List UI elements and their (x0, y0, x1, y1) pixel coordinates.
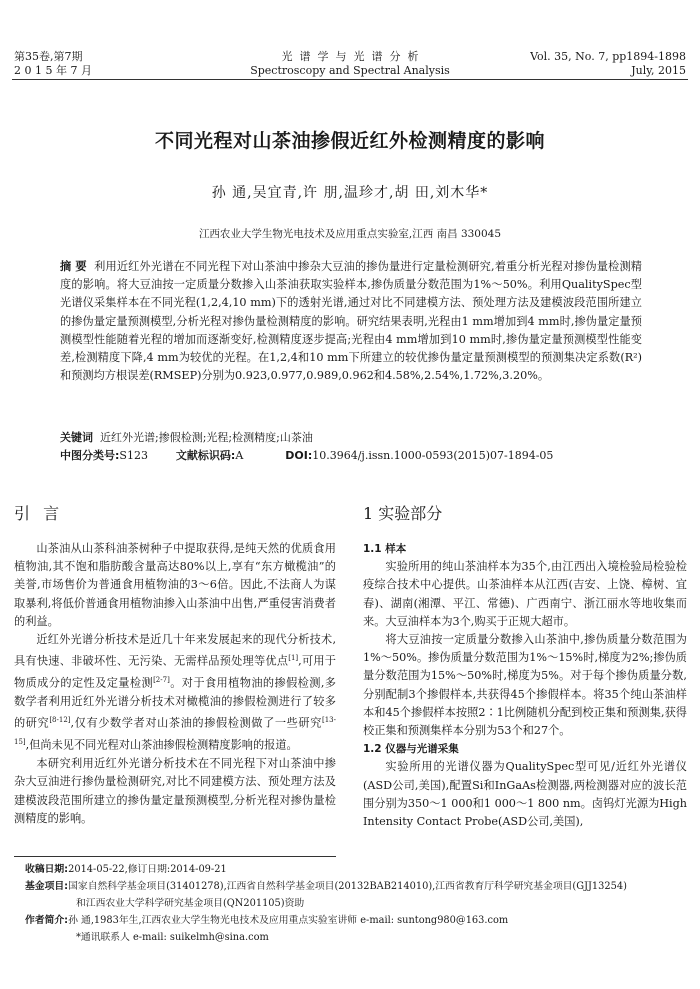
doi-label: DOI: (285, 449, 313, 462)
footnote-divider (14, 856, 336, 857)
footnote-fund: 基金项目:国家自然科学基金项目(31401278),江西省自然科学基金项目(20132BAB214010),江西省教育厅科学研究基金项目(GJJ13254) (25, 881, 627, 892)
abstract (60, 258, 642, 385)
keywords-text: 近红外光谱;掺假检测;光程;检测精度;山茶油 (100, 431, 313, 444)
experiment-heading: 1 实验部分 (363, 504, 443, 523)
journal-volume-info: 第35卷,第7期 2 0 1 5 年 7 月 (14, 50, 92, 77)
intro-paragraph: 本研究利用近红外光谱分析技术在不同光程下对山茶油中掺杂大豆油进行掺伪量检测研究,对比不同建模方法、预处理方法及建模波段范围所建立的掺伪量定量预测模型,分析光程对掺伪量检测精度的影响。 (14, 757, 336, 825)
clc-label: 中图分类号: (60, 449, 120, 462)
subsection-title: 1.1 样本 (363, 543, 407, 555)
experiment-paragraph: 将大豆油按一定质量分数掺入山茶油中,掺伪质量分数范围为1%～50%。掺伪质量分数范围为1%～15%时,梯度为2%;掺伪质量分数范围为15%～50%时,梯度为5%。对于每个掺伪质量分数,分别配制3个掺假样本,共获得45个掺假样本。将35个纯山茶油样本和45个掺假样本按照2∶1比例随机分配到校正集和预测集,获得校正集和预测集样本分别为53个和27个。 (363, 633, 687, 738)
abstract-text: 利用近红外光谱在不同光程下对山茶油中掺杂大豆油的掺伪量进行定量检测研究,着重分析光程对掺伪量检测精度的影响。将大豆油按一定质量分数掺入山茶油获取实验样本,掺伪质量分数范围为1%～50%。利用QualitySpec型光谱仪采集样本在不同光程(1,2,4,10 mm)下的透射光谱,通过对比不同建模方法、预处理方法及建模波段范围所建立的掺伪量定量预测模型,分析光程对掺伪量检测精度的影响。研究结果表明,光程由1 mm增加到4 mm时,掺伪量定量预测模型性能随着光程的增加而逐渐变好,检测精度逐步提高;光程由4 mm增加到10 mm时,掺伪量定量预测模型性能变差,检测精度下降,4 mm为较优的光程。在1,2,4和10 mm下所建立的较优掺伪量定量预测模型的预测集决定系数(R²)和预测均方根误差(RMSEP)分别为0.923,0.977,0.989,0.962和4.58%,2.54%,1.72%,3.20%。 (60, 260, 642, 383)
footnote-fund-cont: 和江西农业大学科学研究基金项目(QN201105)资助 (76, 898, 305, 909)
journal-issue-info: Vol. 35, No. 7, pp1894-1898 July, 2015 (530, 50, 686, 77)
keywords (60, 430, 660, 445)
experiment-column (363, 540, 687, 831)
intro-column (14, 540, 336, 828)
keywords-label: 关键词 (60, 431, 93, 444)
citation: [1] (288, 654, 299, 663)
abstract-label: 摘 要 (60, 260, 87, 273)
journal-title: 光 谱 学 与 光 谱 分 析 Spectroscopy and Spectral Analysis (250, 50, 450, 77)
intro-paragraph: 山茶油从山茶科油茶树种子中提取获得,是纯天然的优质食用植物油,其不饱和脂肪酸含量高达80%以上,享有“东方橄榄油”的美誉,市场售价为普通食用植物油的3～6倍。因此,不法商人为谋取暴利,将低价普通食用植物油掺入山茶油中出售,严重侵害消费者的利益。 (14, 542, 336, 628)
affiliation: 江西农业大学生物光电技术及应用重点实验室,江西 南昌 330045 (198, 228, 502, 240)
doc-code-value: A (235, 449, 244, 462)
doi-value: 10.3964/j.issn.1000-0593(2015)07-1894-05 (312, 449, 554, 462)
paper-title: 不同光程对山茶油掺假近红外检测精度的影响 (154, 130, 545, 152)
citation: [2-7] (153, 676, 170, 685)
subsection-title: 1.2 仪器与光谱采集 (363, 743, 459, 756)
experiment-paragraph: 实验所用的纯山茶油样本为35个,由江西出入境检验局检验检疫综合技术中心提供。山茶油样本从江西(吉安、上饶、樟树、宜春)、湖南(湘潭、平江、常德)、广西南宁、浙江丽水等地收集而来。大豆油样本为3个,购买于正规大超市。 (363, 560, 687, 628)
author-list: 孙 通,吴宜青,许 朋,温珍才,胡 田,刘木华* (211, 185, 489, 201)
citation: [8-12] (49, 716, 71, 725)
doc-code-label: 文献标识码: (175, 449, 236, 462)
classification-line (60, 448, 660, 463)
footnote-corresponding: *通讯联系人 e-mail: suikelmh@sina.com (76, 932, 269, 943)
footnote-author: 作者简介:孙 通,1983年生,江西农业大学生物光电技术及应用重点实验室讲师 e-mail: suntong980@163.com (25, 915, 509, 926)
header-divider (12, 79, 688, 80)
experiment-paragraph: 实验所用的光谱仪器为QualitySpec型可见/近红外光谱仪(ASD公司,美国),配置Si和InGaAs检测器,两检测器对应的波长范围分别为350～1 000和1 000～1 800 nm。卤钨灯光源为High Intensity Contact Probe(ASD公司,美国), (363, 760, 687, 829)
intro-paragraph: 近红外光谱分析技术是近几十年来发展起来的现代分析技术,具有快速、非破坏性、无污染、无需样品预处理等优点[1],可用于物质成分的定性及定量检测[2-7]。对于食用植物油的掺假检测,多数学者利用近红外光谱分析技术对橄榄油的掺假检测进行了较多的研究[8-12],仅有少数学者对山茶油的掺假检测做了一些研究[13-15],但尚未见不同光程对山茶油掺假检测精度影响的报道。 (14, 633, 336, 752)
clc-value: S123 (119, 449, 148, 462)
footnote-received: 收稿日期:2014-05-22,修订日期:2014-09-21 (25, 864, 227, 875)
citation: [13-15] (14, 716, 336, 747)
intro-heading: 引 言 (14, 504, 64, 523)
